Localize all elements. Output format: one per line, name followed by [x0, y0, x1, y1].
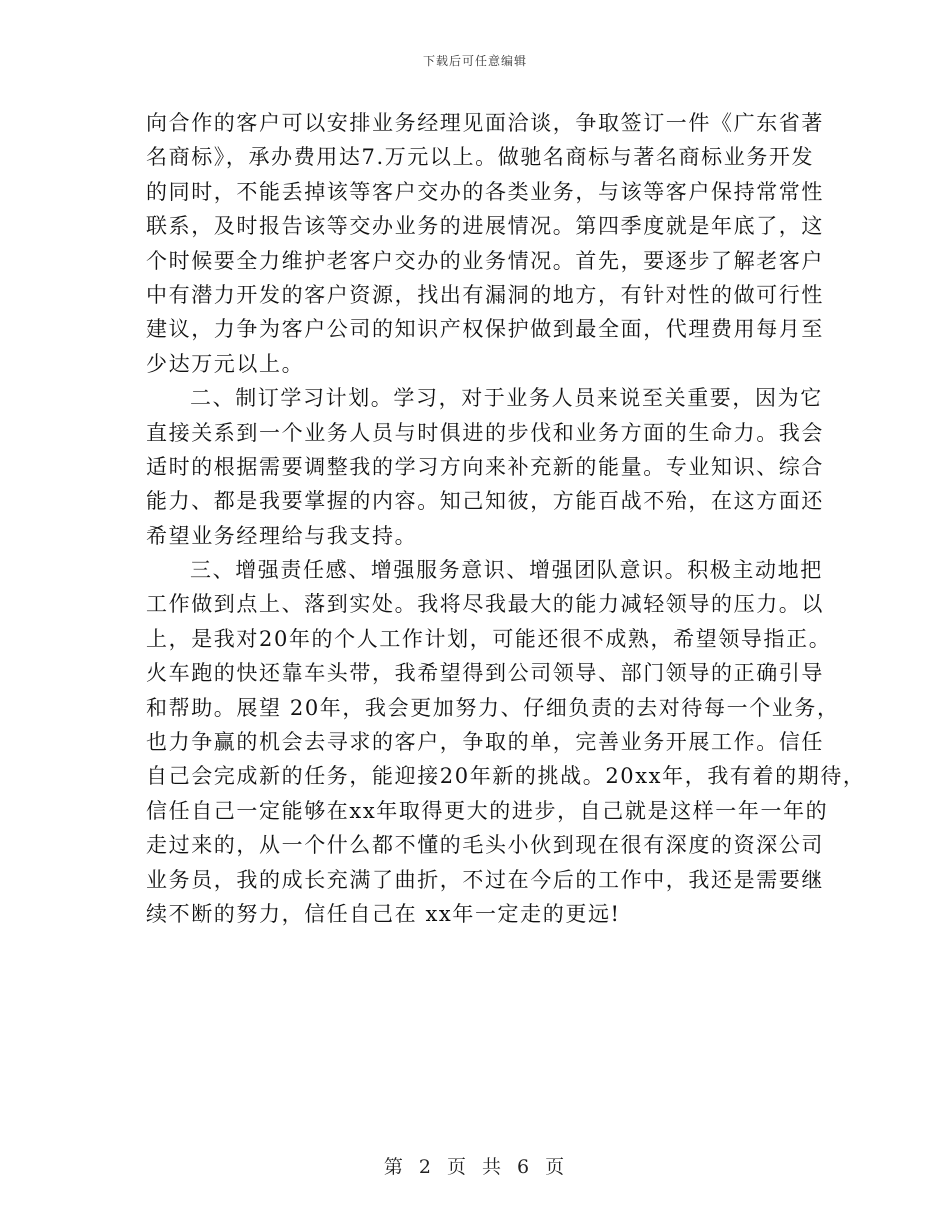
text-line: 自己会完成新的任务，能迎接20年新的挑战。20xx年，我有着的期待，	[146, 764, 866, 789]
text-line: 能力、都是我要掌握的内容。知己知彼，方能百战不殆，在这方面还	[146, 489, 824, 514]
text-line: 中有潜力开发的客户资源，找出有漏洞的地方，有针对性的做可行性	[146, 282, 824, 307]
text-line: 直接关系到一个业务人员与时俱进的步伐和业务方面的生命力。我会	[146, 420, 824, 445]
text-line: 续不断的努力，信任自己在 xx年一定走的更远!	[146, 901, 621, 926]
text-line: 名商标》，承办费用达7.万元以上。做驰名商标与著名商标业务开发	[146, 145, 815, 170]
text-line: 联系，及时报告该等交办业务的进展情况。第四季度就是年底了，这	[146, 214, 824, 239]
text-line: 希望业务经理给与我支持。	[146, 523, 418, 548]
text-line: 工作做到点上、落到实处。我将尽我最大的能力减轻领导的压力。以	[146, 592, 824, 617]
text-line: 信任自己一定能够在xx年取得更大的进步，自己就是这样一年一年的	[146, 798, 829, 823]
paragraph-start-line: 二、制订学习计划。学习，对于业务人员来说至关重要，因为它	[190, 386, 823, 411]
text-line: 和帮助。展望 20年，我会更加努力、仔细负责的去对待每一个业务，	[146, 695, 840, 720]
page-number: 第 2 页 共 6 页	[383, 1156, 567, 1178]
text-line: 少达万元以上。	[146, 351, 305, 376]
text-line: 走过来的，从一个什么都不懂的毛头小伙到现在很有深度的资深公司	[146, 833, 824, 858]
text-line: 的同时，不能丢掉该等客户交办的各类业务，与该等客户保持常常性	[146, 179, 824, 204]
text-line: 火车跑的快还靠车头带，我希望得到公司领导、部门领导的正确引导	[146, 661, 824, 686]
text-line: 个时候要全力维护老客户交办的业务情况。首先，要逐步了解老客户	[146, 248, 824, 273]
text-line: 向合作的客户可以安排业务经理见面洽谈，争取签订一件《广东省著	[146, 111, 824, 135]
page-header: 下载后可任意编辑	[422, 54, 527, 68]
text-line: 适时的根据需要调整我的学习方向来补充新的能量。专业知识、综合	[146, 454, 824, 479]
text-line: 业务员，我的成长充满了曲折，不过在今后的工作中，我还是需要继	[146, 867, 824, 892]
text-line: 也力争赢的机会去寻求的客户，争取的单，完善业务开展工作。信任	[146, 730, 824, 755]
text-line: 建议，力争为客户公司的知识产权保护做到最全面，代理费用每月至	[146, 317, 824, 342]
paragraph-start-line: 三、增强责任感、增强服务意识、增强团队意识。积极主动地把	[190, 558, 823, 583]
text-line: 上，是我对20年的个人工作计划，可能还很不成熟，希望领导指正。	[146, 626, 832, 651]
document-body	[146, 106, 866, 931]
